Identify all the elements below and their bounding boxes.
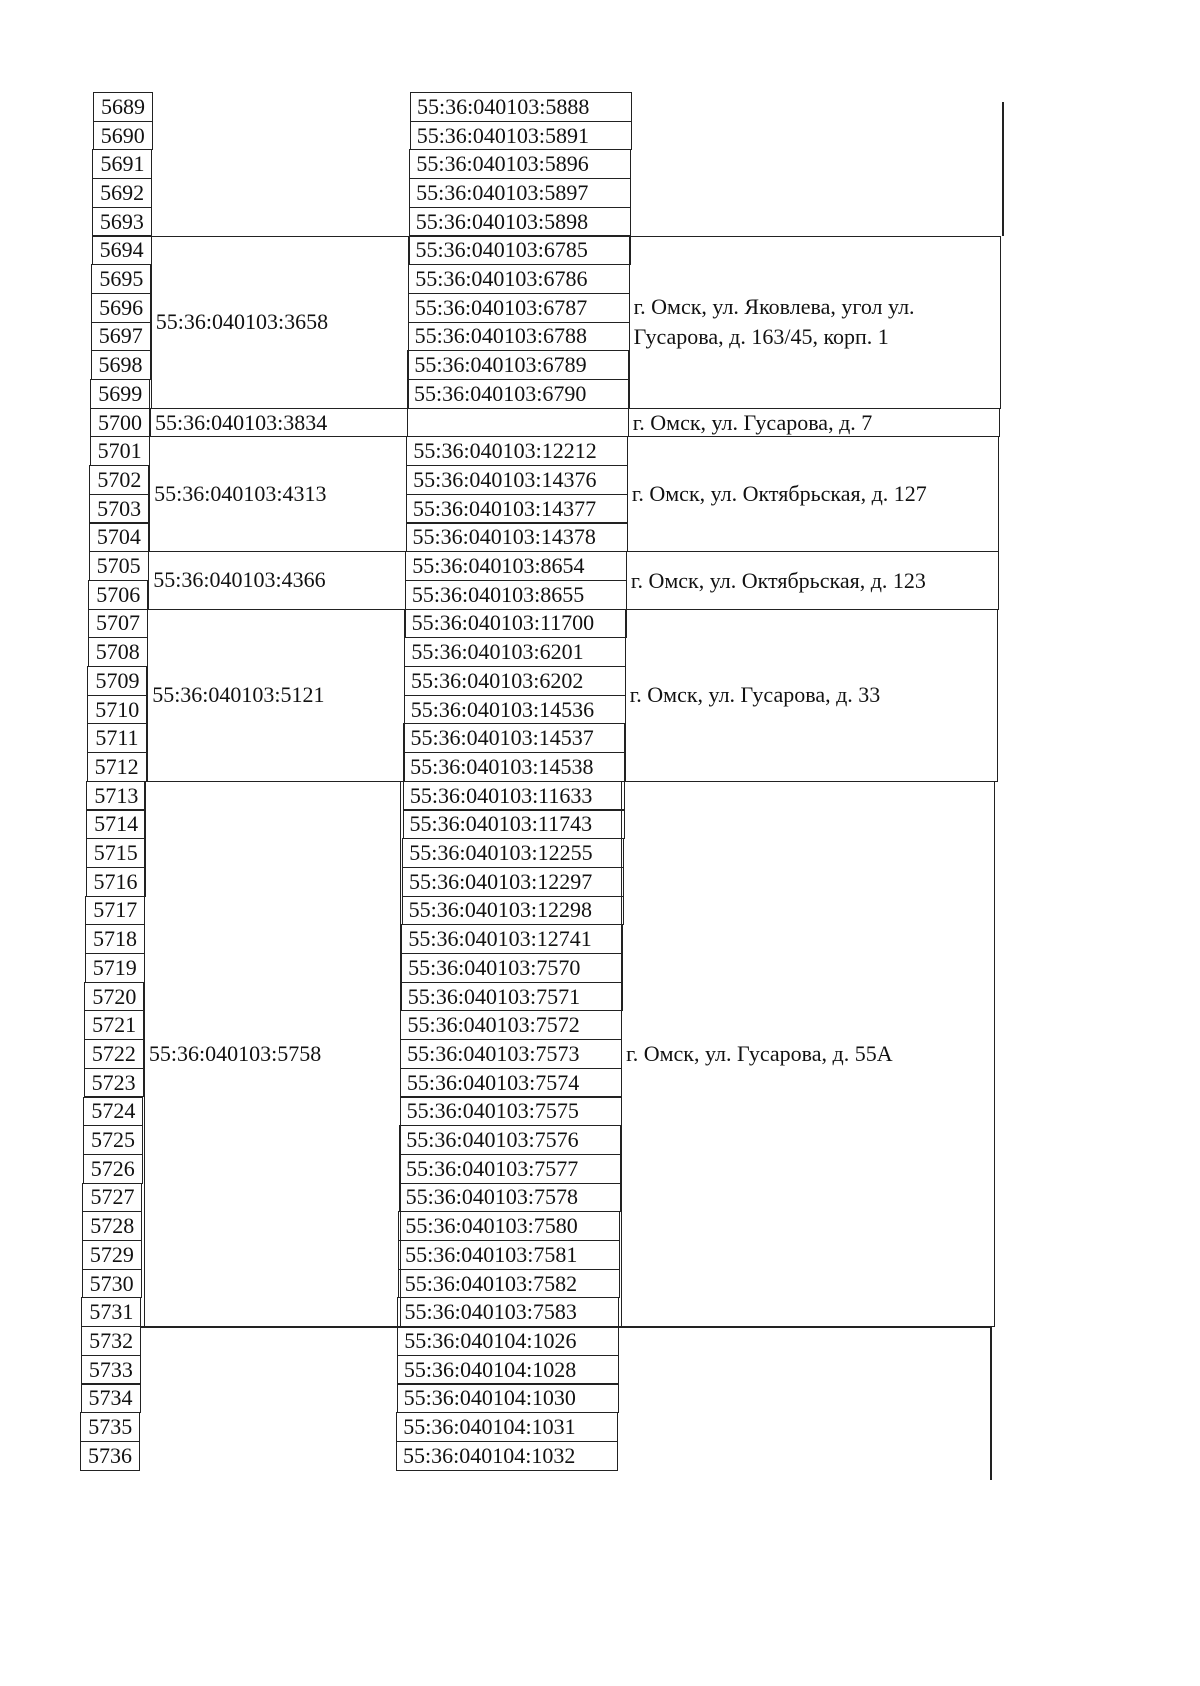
row-number: 5698: [91, 350, 151, 380]
address-cell: г. Омск, ул. Гусарова, д. 33: [625, 609, 998, 782]
child-cadastral-number: 55:36:040103:7573: [400, 1039, 622, 1069]
parent-cadastral-number: 55:36:040103:3658: [151, 236, 409, 409]
child-cadastral-number: 55:36:040103:8654: [405, 551, 627, 581]
parent-cadastral-number: 55:36:040103:4366: [148, 551, 406, 609]
row-number: 5732: [81, 1326, 141, 1356]
child-cadastral-number: 55:36:040103:7580: [398, 1211, 620, 1241]
child-cadastral-number: 55:36:040103:7582: [398, 1269, 620, 1299]
row-number: 5720: [84, 982, 144, 1012]
child-cadastral-number: 55:36:040103:6788: [408, 322, 630, 352]
row-number: 5694: [92, 236, 152, 266]
row-number: 5709: [87, 666, 147, 696]
child-cadastral-number: 55:36:040103:5891: [410, 121, 632, 151]
row-number: 5734: [81, 1384, 141, 1414]
row-number: 5693: [92, 207, 152, 237]
child-cadastral-number: 55:36:040103:11633: [403, 781, 625, 811]
child-cadastral-number: 55:36:040103:14538: [403, 752, 625, 782]
address-cell: г. Омск, ул. Гусарова, д. 7: [628, 408, 1000, 438]
row-number: 5711: [87, 723, 147, 753]
group-divider-bottom: [140, 1326, 990, 1328]
child-cadastral-number: 55:36:040104:1030: [397, 1384, 619, 1414]
child-cadastral-number: 55:36:040103:7583: [397, 1297, 619, 1327]
child-cadastral-number: 55:36:040103:7575: [400, 1097, 622, 1127]
address-cell: г. Омск, ул. Октябрьская, д. 123: [626, 551, 999, 609]
row-number: 5721: [84, 1010, 144, 1040]
child-cadastral-number: 55:36:040103:5888: [410, 92, 632, 122]
row-number: 5706: [88, 580, 148, 610]
row-number: 5714: [86, 810, 146, 840]
row-number: 5712: [87, 752, 147, 782]
row-number: 5692: [92, 178, 152, 208]
parent-cadastral-number: 55:36:040103:3834: [150, 408, 408, 438]
row-number: 5704: [89, 523, 149, 553]
row-number: 5718: [85, 924, 145, 954]
child-cadastral-number: 55:36:040103:12212: [406, 436, 628, 466]
row-number: 5697: [91, 322, 151, 352]
child-cadastral-number: 55:36:040103:14537: [403, 723, 625, 753]
child-cadastral-number: 55:36:040103:11743: [403, 810, 625, 840]
parent-cadastral-number: 55:36:040103:5121: [147, 609, 405, 782]
row-number: 5722: [84, 1039, 144, 1069]
child-cadastral-number: 55:36:040103:14376: [406, 465, 628, 495]
child-cadastral-number: 55:36:040103:6785: [409, 236, 631, 266]
row-number: 5723: [84, 1068, 144, 1098]
row-number: 5725: [83, 1125, 143, 1155]
child-cadastral-number: 55:36:040103:14536: [404, 695, 626, 725]
child-cadastral-number: 55:36:040103:11700: [405, 609, 627, 639]
child-cadastral-number: 55:36:040103:8655: [405, 580, 627, 610]
row-number: 5731: [81, 1297, 141, 1327]
row-number: 5710: [87, 695, 147, 725]
row-number: 5691: [92, 149, 152, 179]
child-cadastral-number: 55:36:040103:6787: [408, 293, 630, 323]
row-number: 5735: [80, 1412, 140, 1442]
row-number: 5717: [85, 896, 145, 926]
row-number: 5727: [82, 1183, 142, 1213]
row-number: 5689: [93, 92, 153, 122]
child-cadastral-number: 55:36:040104:1028: [397, 1355, 619, 1385]
address-cell: г. Омск, ул. Яковлева, угол ул. Гусарова, д. 163/45, корп. 1: [629, 236, 1001, 409]
child-cadastral-number: 55:36:040103:7570: [401, 953, 623, 983]
address-cell: г. Омск, ул. Октябрьская, д. 127: [627, 436, 1000, 552]
row-number: 5719: [85, 953, 145, 983]
row-number: 5690: [93, 121, 153, 151]
row-number: 5733: [81, 1355, 141, 1385]
child-cadastral-number: 55:36:040103:7572: [400, 1010, 622, 1040]
row-number: 5705: [89, 551, 149, 581]
parent-cadastral-number: 55:36:040103:5758: [144, 781, 401, 1327]
child-cadastral-number: 55:36:040103:5897: [409, 178, 631, 208]
row-number: 5696: [91, 293, 151, 323]
row-number: 5736: [80, 1441, 140, 1471]
child-cadastral-number: 55:36:040103:14377: [406, 494, 628, 524]
child-cadastral-number: 55:36:040103:7571: [401, 982, 623, 1012]
child-cadastral-number: 55:36:040103:6202: [404, 666, 626, 696]
child-cadastral-number: 55:36:040103:7577: [399, 1154, 621, 1184]
row-number: 5700: [90, 408, 150, 438]
row-number: 5729: [82, 1240, 142, 1270]
row-number: 5701: [90, 436, 150, 466]
child-cadastral-number: 55:36:040103:12297: [402, 867, 624, 897]
child-cadastral-number: 55:36:040104:1026: [397, 1326, 619, 1356]
row-number: 5713: [86, 781, 146, 811]
child-cadastral-number: [407, 408, 629, 438]
row-number: 5699: [90, 379, 150, 409]
child-cadastral-number: 55:36:040103:12298: [402, 896, 624, 926]
row-number: 5707: [88, 609, 148, 639]
row-number: 5715: [86, 838, 146, 868]
row-number: 5726: [83, 1154, 143, 1184]
row-number: 5716: [86, 867, 146, 897]
child-cadastral-number: 55:36:040103:6790: [407, 379, 629, 409]
row-number: 5695: [91, 264, 151, 294]
child-cadastral-number: 55:36:040103:7578: [399, 1183, 621, 1213]
child-cadastral-number: 55:36:040103:5896: [409, 149, 631, 179]
row-number: 5728: [82, 1211, 142, 1241]
table-right-edge-top: [1002, 102, 1004, 236]
child-cadastral-number: 55:36:040103:12255: [402, 838, 624, 868]
child-cadastral-number: 55:36:040103:5898: [409, 207, 631, 237]
child-cadastral-number: 55:36:040103:7581: [398, 1240, 620, 1270]
child-cadastral-number: 55:36:040103:14378: [406, 523, 628, 553]
row-number: 5703: [89, 494, 149, 524]
row-number: 5702: [89, 465, 149, 495]
child-cadastral-number: 55:36:040104:1031: [396, 1412, 618, 1442]
child-cadastral-number: 55:36:040104:1032: [396, 1441, 618, 1471]
row-number: 5708: [88, 637, 148, 667]
child-cadastral-number: 55:36:040103:6786: [408, 264, 630, 294]
row-number: 5724: [83, 1097, 143, 1127]
child-cadastral-number: 55:36:040103:6789: [407, 350, 629, 380]
child-cadastral-number: 55:36:040103:7574: [400, 1068, 622, 1098]
child-cadastral-number: 55:36:040103:12741: [401, 924, 623, 954]
child-cadastral-number: 55:36:040103:7576: [399, 1125, 621, 1155]
address-cell: г. Омск, ул. Гусарова, д. 55А: [621, 781, 994, 1327]
parent-cadastral-number: 55:36:040103:4313: [149, 436, 407, 552]
child-cadastral-number: 55:36:040103:6201: [404, 637, 626, 667]
row-number: 5730: [82, 1269, 142, 1299]
table-right-edge-bottom: [990, 1326, 992, 1480]
